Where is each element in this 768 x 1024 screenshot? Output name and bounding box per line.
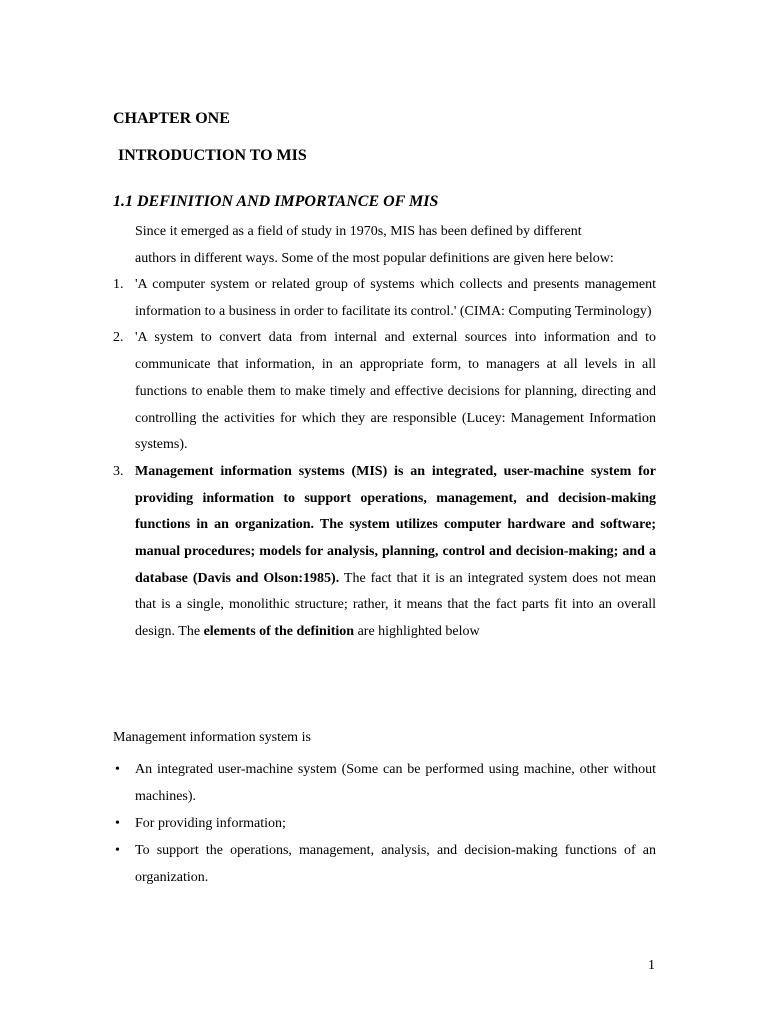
intro-paragraph [135,219,655,272]
chapter-title: INTRODUCTION TO MIS [118,147,307,164]
definition-emphasis: elements of the definition [203,624,355,640]
section-heading: 1.1 DEFINITION AND IMPORTANCE OF MIS [113,193,439,210]
bullet-text: For providing information; [135,816,286,831]
definition-text [135,459,656,646]
definition-normal-text-2: are highlighted below [354,624,480,640]
definition-item-3 [113,459,656,646]
definition-item-2 [113,325,656,459]
definition-text: 'A system to convert data from internal and external sources into information and to communicate that information, in an appropriate form, to managers at all levels in all functions to enable them to make timely and effective decisions for planning, directing and controlling the activities for which they are responsible (Lucey: Management Information systems). [135,330,656,453]
intro-line-1: Since it emerged as a field of study in 1970s, MIS has been defined by different [135,224,582,239]
definition-text: 'A computer system or related group of systems which collects and presents management information to a business in order to facilitate its control.' (CIMA: Computing Terminology) [135,277,656,319]
bullet-text: An integrated user-machine system (Some can be performed using machine, other without machines). [135,762,656,804]
intro-line-2: authors in different ways. Some of the most popular definitions are given here below: [135,250,614,266]
list-marker: 3. [113,463,124,479]
list-marker: 2. [113,330,124,346]
bullet-item-3 [113,837,656,891]
list-marker: 1. [113,277,124,292]
page-number: 1 [648,958,655,973]
bullet-item-1 [113,756,656,810]
bullet-icon: • [115,816,120,831]
bullet-text: To support the operations, management, analysis, and decision-making functions of an organization. [135,843,656,885]
definition-bold-text: Management information systems (MIS) is an integrated, user-machine system for providing information to support operations, management, and decision-making functions in an organization. The system utilizes computer hardware and software; manual procedures; models for analysis, planning, control and decision-making; and a database (Davis and Olson:1985). [135,463,656,586]
definition-item-1 [113,272,656,325]
bullet-item-2 [113,810,656,837]
bullet-icon: • [115,762,120,777]
chapter-heading: CHAPTER ONE [113,110,230,127]
definitions-list [113,272,656,646]
mis-is-label: Management information system is [113,730,311,745]
elements-bullet-list [113,756,656,891]
bullet-icon: • [115,843,120,858]
definition-normal-text: The fact that it is an integrated system does not mean that is a single, monolithic structure; rather, it means that the fact parts fit into an overall design. The [135,570,656,640]
